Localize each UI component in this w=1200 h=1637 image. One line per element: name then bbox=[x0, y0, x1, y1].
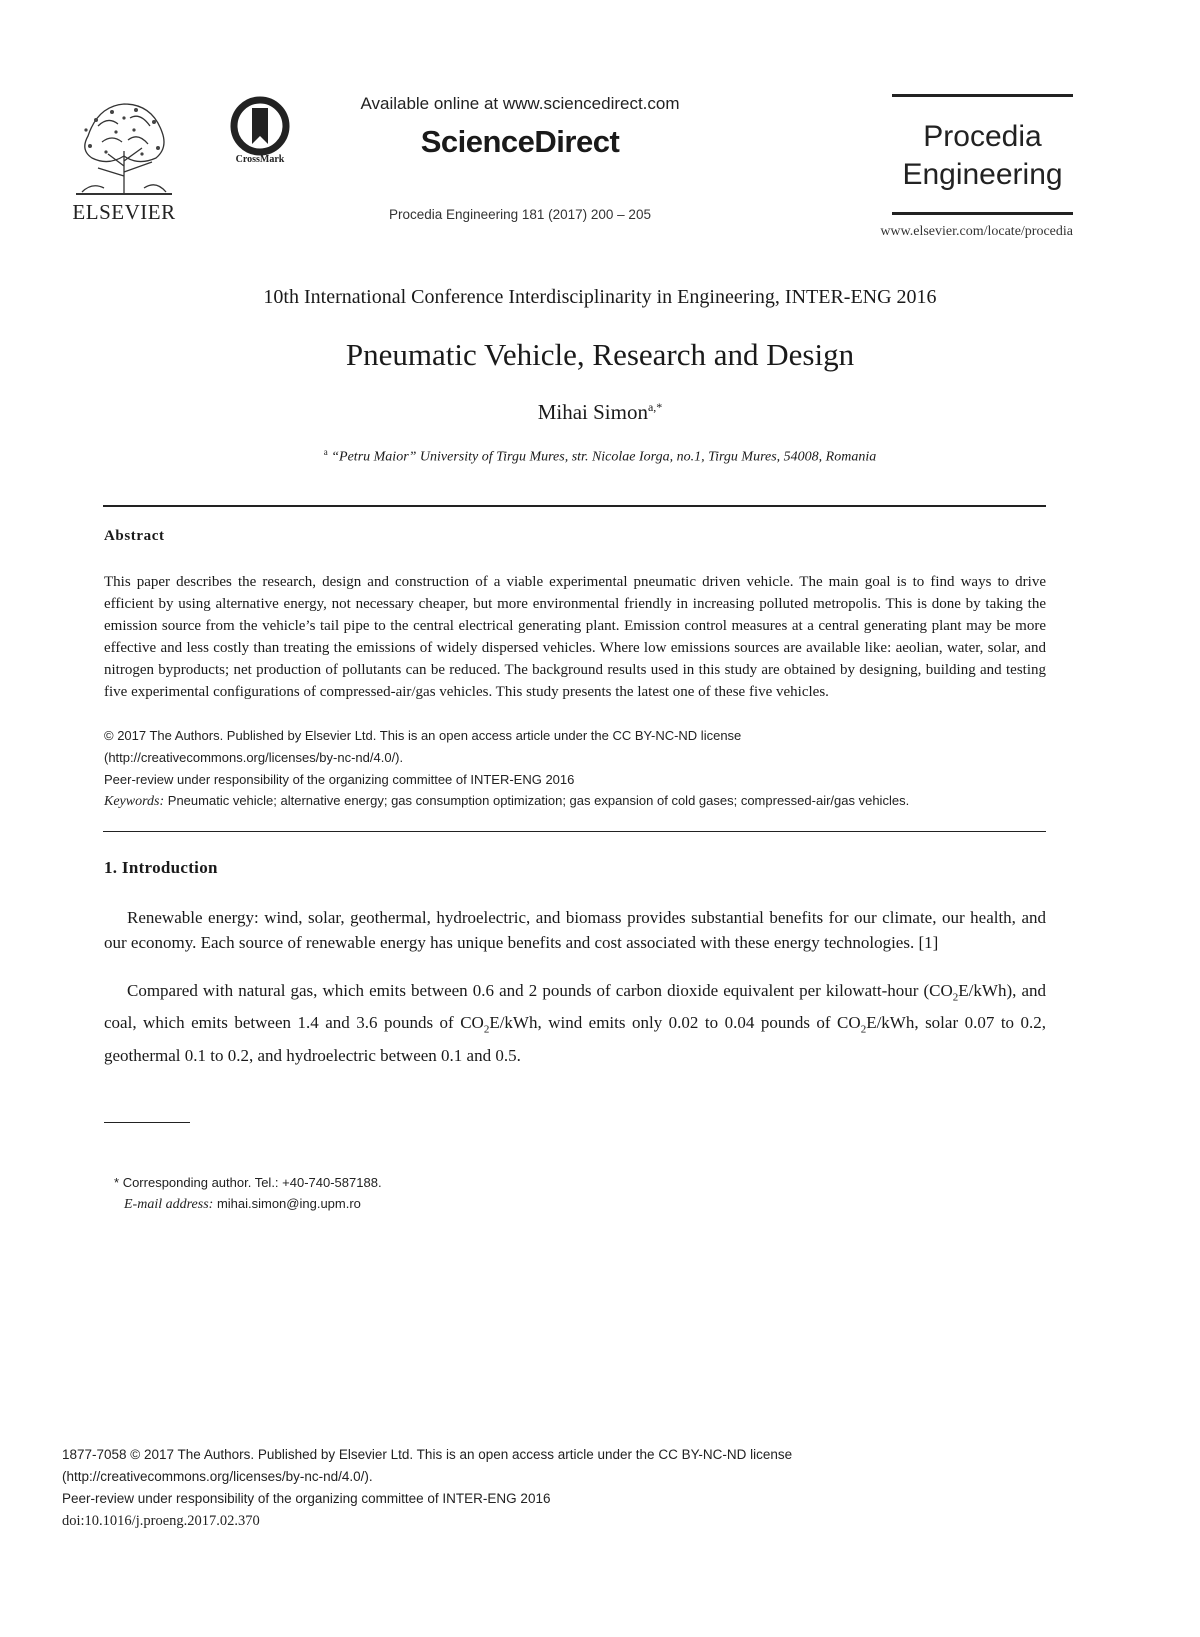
page-footer bbox=[62, 1444, 1062, 1532]
para2-part-c: E/kWh, wind emits only 0.02 to 0.04 pounds of CO bbox=[489, 1013, 861, 1033]
divider-rule bbox=[103, 505, 1046, 507]
footer-license-link[interactable]: (http://creativecommons.org/licenses/by-nc-nd/4.0/). bbox=[62, 1469, 373, 1484]
author-marks: a,* bbox=[647, 400, 663, 414]
journal-rule-bottom bbox=[892, 212, 1073, 215]
footnote-mark: * bbox=[114, 1175, 120, 1190]
issn-line: 1877-7058 © 2017 The Authors. Published by Elsevier Ltd. This is an open access article under the CC BY-NC-ND license bbox=[62, 1447, 793, 1462]
elsevier-tree-icon bbox=[68, 96, 180, 196]
sciencedirect-logo: ScienceDirect bbox=[420, 124, 620, 159]
abstract-heading: Abstract bbox=[104, 528, 165, 544]
keywords-text: Pneumatic vehicle; alternative energy; gas consumption optimization; gas expansion of cold gases; compressed-air/gas vehicles. bbox=[167, 793, 910, 808]
abstract-copyright: © 2017 The Authors. Published by Elsevier Ltd. This is an open access article under the CC BY-NC-ND license bbox=[104, 728, 742, 743]
subscript-2: 2 bbox=[860, 1023, 867, 1036]
affiliation-text: “Petru Maior” University of Tirgu Mures, str. Nicolae Iorga, no.1, Tirgu Mures, 54008, Romania bbox=[331, 449, 877, 465]
journal-name-line2: Engineering bbox=[902, 158, 1063, 191]
publisher-logo-text: ELSEVIER bbox=[72, 200, 176, 224]
footnote bbox=[114, 1172, 914, 1215]
conference-name: 10th International Conference Interdisciplinarity in Engineering, INTER-ENG 2016 bbox=[263, 286, 937, 308]
subscript-2: 2 bbox=[952, 991, 959, 1004]
footnote-rule bbox=[104, 1122, 190, 1123]
journal-reference: Procedia Engineering 181 (2017) 200 – 205 bbox=[389, 207, 651, 222]
keywords-label: Keywords: bbox=[104, 794, 165, 809]
para2-part-b: E/kWh), and coal, which emits between 1.4 and 3.6 pounds of CO bbox=[104, 981, 1046, 1033]
intro-paragraph-1: Renewable energy: wind, solar, geothermal, hydroelectric, and biomass provides substantial benefits for our climate, our health, and our economy. Each source of renewable energy has unique benefits and cost associated with these energy technologies. [1] bbox=[104, 908, 1046, 952]
available-online-text: Available online at www.sciencedirect.com bbox=[360, 94, 680, 113]
abstract-peer-review: Peer-review under responsibility of the organizing committee of INTER-ENG 2016 bbox=[104, 772, 575, 787]
footer-peer-review: Peer-review under responsibility of the organizing committee of INTER-ENG 2016 bbox=[62, 1491, 551, 1506]
crossmark-label: CrossMark bbox=[235, 154, 285, 165]
footnote-corresponding bbox=[114, 1172, 914, 1193]
corresponding-author: Corresponding author. Tel.: +40-740-587188. bbox=[122, 1175, 382, 1190]
introduction-heading: 1. Introduction bbox=[104, 858, 218, 877]
divider-rule-2 bbox=[103, 831, 1046, 832]
affiliation bbox=[60, 447, 1140, 466]
footnote-email bbox=[114, 1193, 914, 1215]
journal-name-line1: Procedia bbox=[923, 120, 1042, 153]
journal-url[interactable]: www.elsevier.com/locate/procedia bbox=[880, 224, 1073, 239]
paper-title: Pneumatic Vehicle, Research and Design bbox=[345, 337, 855, 372]
abstract-text: This paper describes the research, design and construction of a viable experimental pneumatic driven vehicle. The main goal is to find ways to drive efficient by using alternative energy, not necessary cheaper, but more environmental friendly in increasing polluted metropolis. This is done by taking the emission source from the vehicle’s tail pipe to the central electrical generating plant. Emission control measures at a central generating plant may be more effective and less costly than treating the emissions of widely dispersed vehicles. Where low emissions sources are available like: aeolian, water, solar, and nitrogen byproducts; net production of pollutants can be reduced. The background results used in this study are obtained by designing, building and testing five experimental configurations of compressed-air/gas vehicles. This study presents the latest one of these five vehicles. bbox=[104, 574, 1046, 700]
email-address[interactable]: mihai.simon@ing.upm.ro bbox=[216, 1196, 361, 1211]
license-link[interactable]: (http://creativecommons.org/licenses/by-nc-nd/4.0/). bbox=[104, 750, 404, 765]
abstract-license-link[interactable] bbox=[104, 748, 1046, 768]
journal-rule-top bbox=[892, 94, 1073, 97]
subscript-2: 2 bbox=[483, 1023, 490, 1036]
elsevier-logo bbox=[68, 96, 180, 226]
affiliation-mark: a bbox=[323, 447, 328, 457]
para2-part-a: Compared with natural gas, which emits between 0.6 and 2 pounds of carbon dioxide equivalent per kilowatt-hour (CO bbox=[127, 981, 953, 1000]
doi[interactable]: doi:10.1016/j.proeng.2017.02.370 bbox=[62, 1513, 260, 1529]
keywords-line bbox=[104, 791, 1046, 812]
footer-license[interactable] bbox=[62, 1466, 1062, 1488]
author-line bbox=[60, 400, 1140, 425]
email-label: E-mail address: bbox=[124, 1197, 214, 1212]
author-name: Mihai Simon bbox=[537, 400, 648, 424]
crossmark-icon bbox=[222, 96, 298, 160]
intro-paragraph-2 bbox=[104, 978, 1046, 1068]
journal-name bbox=[892, 118, 1073, 194]
para2-part-d: E/kWh, solar 0.07 to 0.2, geothermal 0.1 to 0.2, and hydroelectric between 0.1 and 0.5. bbox=[104, 1013, 1047, 1065]
